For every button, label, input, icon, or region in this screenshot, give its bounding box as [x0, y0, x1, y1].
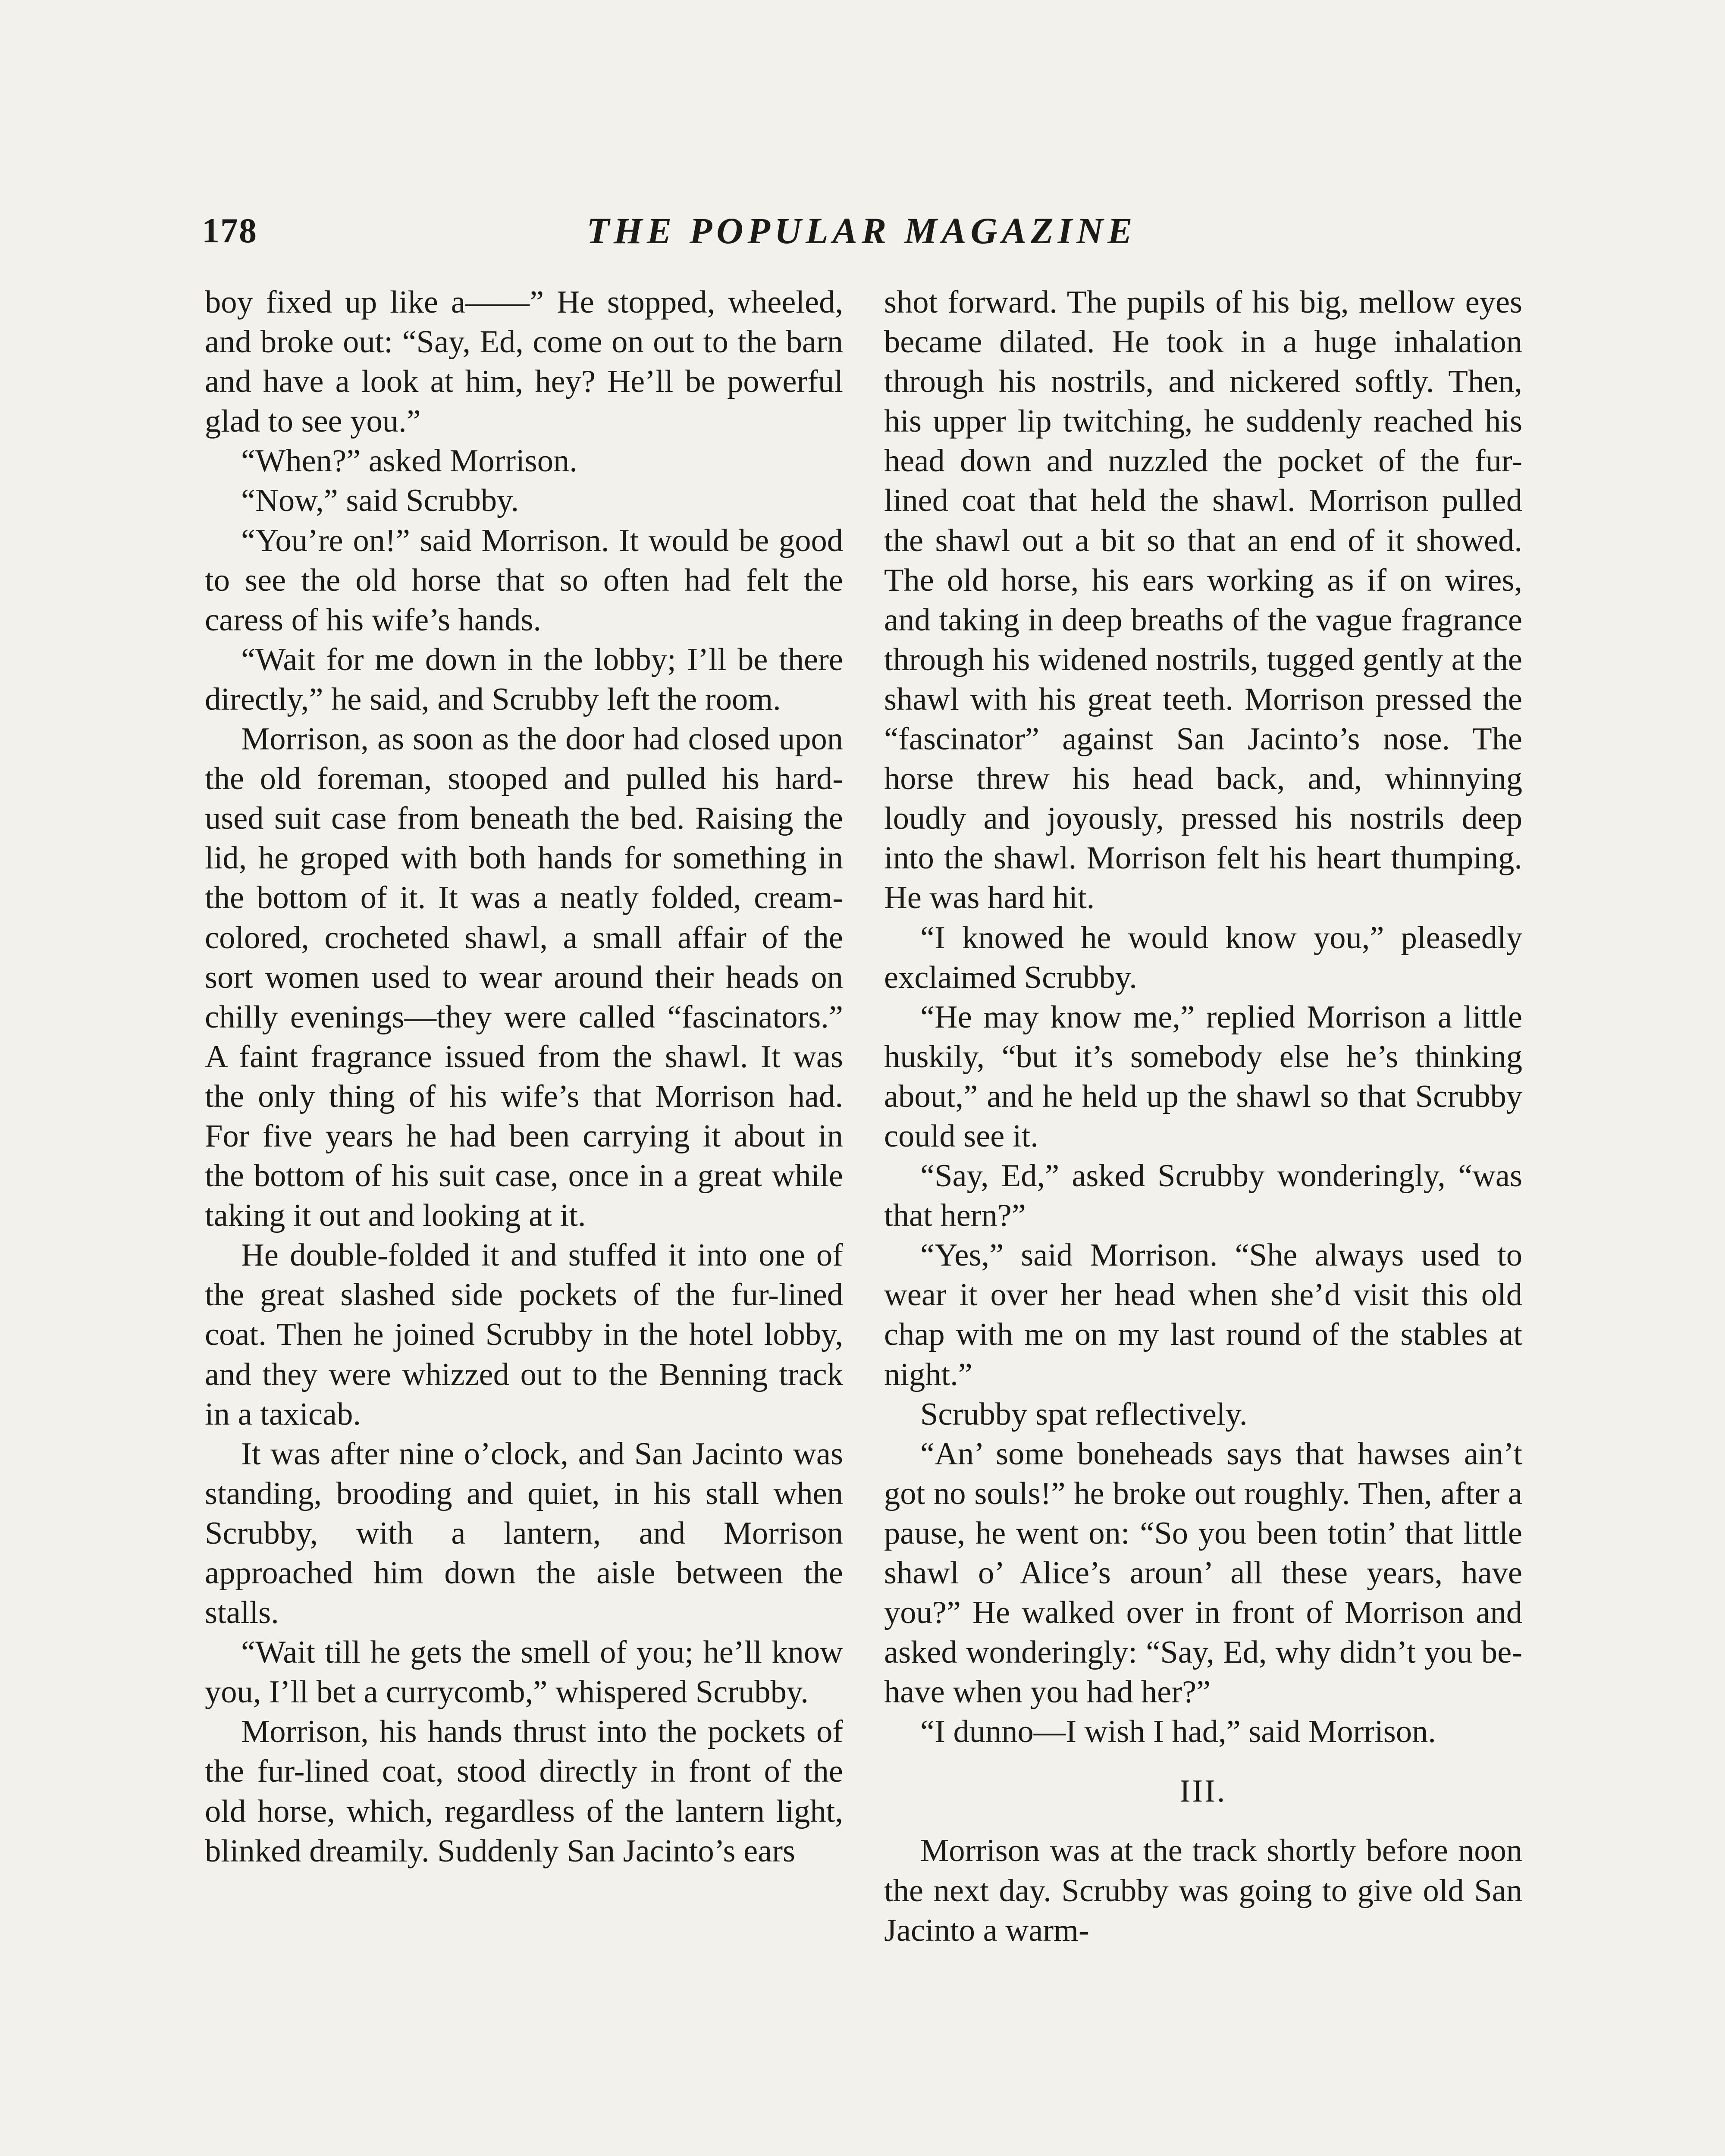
running-title: THE POPULAR MAGAZINE: [586, 210, 1137, 251]
paragraph: Morrison, as soon as the door had closed upon the old foreman, stooped and pulled his hard-used suit case from beneath the bed. Raising the lid, he groped with both hands for something in the bottom of it. It was a neatly folded, cream-colored, crocheted shawl, a small affair of the sort women used to wear around their heads on chilly evenings—they were called “fascinators.” A faint fragrance issued from the shawl. It was the only thing of his wife’s that Morrison had. For five years he had been carrying it about in the bottom of his suit case, once in a great while taking it out and looking at it.: [205, 721, 843, 1234]
page-header: [202, 203, 1521, 259]
left-text-column: [205, 282, 843, 1871]
paragraph: It was after nine o’clock, and San Jacinto was standing, brooding and quiet, in his stall when Scrubby, with a lantern, and Morrison approached him down the aisle between the stalls.: [205, 1436, 843, 1631]
section-heading: III.: [1179, 1774, 1227, 1809]
paragraph: “Now,” said Scrubby.: [241, 483, 519, 519]
paragraph: “An’ some boneheads says that hawses ain’t got no souls!” he broke out roughly. Then, after a pause, he went on: “So you been totin’ that little shawl o’ Alice’s aroun’ all these years, have you?” He walked over in front of Morrison and asked wonderingly: “Say, Ed, why didn’t you behave when you had her?”: [884, 1436, 1522, 1710]
paragraph: “You’re on!” said Morrison. It would be good to see the old horse that so often had felt the caress of his wife’s hands.: [205, 523, 843, 638]
right-text-column: [884, 282, 1522, 1950]
paragraph: shot forward. The pupils of his big, mellow eyes became dilated. He took in a huge inhalation through his nostrils, and nickered softly. Then, his upper lip twitching, he suddenly reached his head down and nuzzled the pocket of the fur-lined coat that held the shawl. Morrison pulled the shawl out a bit so that an end of it showed. The old horse, his ears working as if on wires, and taking in deep breaths of the vague fragrance through his widened nostrils, tugged gently at the shawl with his great teeth. Morrison pressed the “fascinator” against San Jacinto’s nose. The horse threw his head back, and, whinnying loudly and joyously, pressed his nostrils deep into the shawl. Morrison felt his heart thumping. He was hard hit.: [884, 285, 1522, 916]
paragraph: “Yes,” said Morrison. “She always used to wear it over her head when she’d visit this old chap with me on my last round of the stables at night.”: [884, 1238, 1522, 1392]
paragraph: He double-folded it and stuffed it into one of the great slashed side pockets of the fur-lined coat. Then he joined Scrubby in the hotel lobby, and they were whizzed out to the Benning track in a taxicab.: [205, 1238, 843, 1432]
paragraph: “He may know me,” replied Morrison a little huskily, “but it’s somebody else he’s thinking about,” and he held up the shawl so that Scrubby could see it.: [884, 999, 1522, 1154]
paragraph: “I dunno—I wish I had,” said Morrison.: [920, 1714, 1436, 1750]
paragraph: “Wait for me down in the lobby; I’ll be there directly,” he said, and Scrubby left the room.: [205, 642, 843, 717]
paragraph: “Wait till he gets the smell of you; he’ll know you, I’ll bet a currycomb,” whispered Scrubby.: [205, 1635, 843, 1710]
paragraph: Morrison, his hands thrust into the pockets of the fur-lined coat, stood directly in front of the old horse, which, regardless of the lantern light, blinked dreamily. Suddenly San Jacinto’s ears: [205, 1714, 843, 1869]
paragraph: “I knowed he would know you,” pleasedly exclaimed Scrubby.: [884, 920, 1522, 995]
paragraph: boy fixed up like a——” He stopped, wheeled, and broke out: “Say, Ed, come on out to the barn and have a look at him, hey? He’ll be powerful glad to see you.”: [205, 285, 843, 439]
page-number: 178: [202, 211, 257, 250]
paragraph: Scrubby spat reflectively.: [920, 1396, 1248, 1432]
paragraph: “When?” asked Morrison.: [241, 443, 577, 479]
paragraph: Morrison was at the track shortly before noon the next day. Scrubby was going to give old San Jacinto a warm-: [884, 1833, 1522, 1948]
paragraph: “Say, Ed,” asked Scrubby wonderingly, “was that hern?”: [884, 1158, 1522, 1234]
